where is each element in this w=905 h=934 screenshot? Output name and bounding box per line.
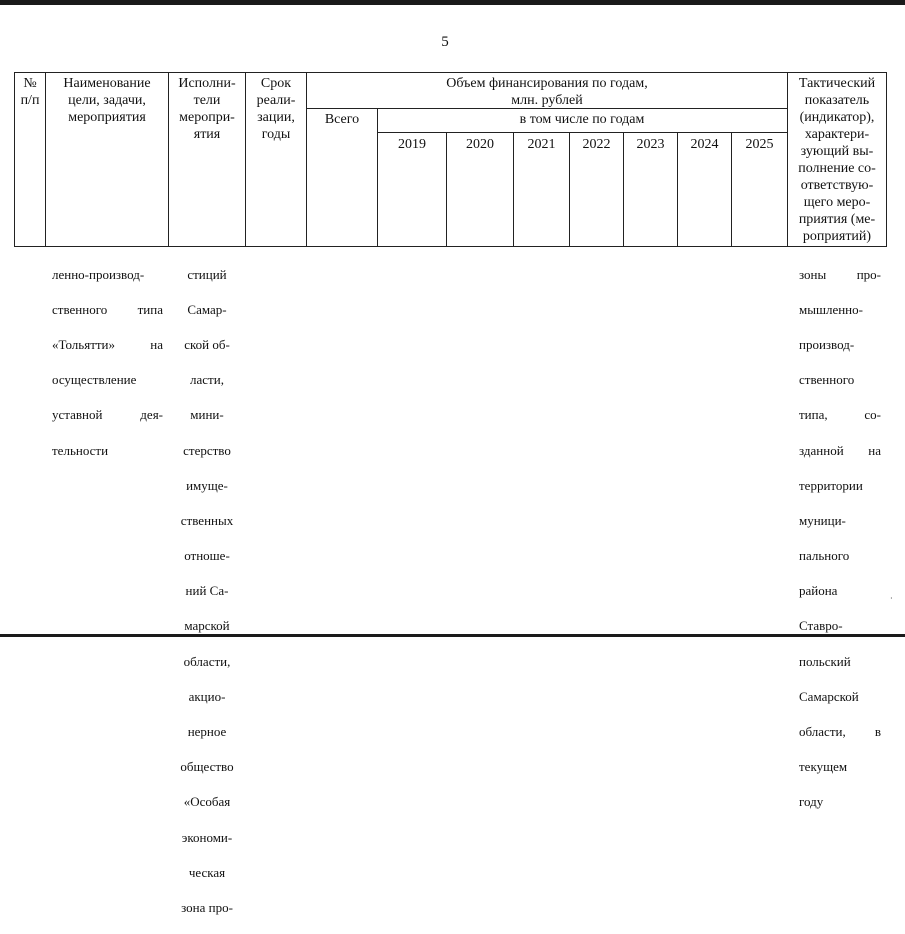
years-subheader-line (377, 132, 787, 133)
bottom-rule (0, 634, 905, 637)
executor-line: нерное (187, 724, 227, 740)
name-line: ленно-производ- (52, 266, 145, 282)
executor-line: «Особая (183, 794, 231, 810)
executor-line: области, (183, 653, 231, 669)
year-header: 2019 (398, 137, 426, 152)
header-by-years: в том числе по годам (519, 112, 645, 127)
indicator-line: мышленно- (799, 301, 863, 317)
executor-line: экономи- (181, 829, 233, 845)
name-line: ственного типа (52, 301, 163, 317)
indicator-line: году (799, 794, 824, 810)
page-number: 5 (441, 34, 449, 50)
header-number: № п/п (20, 76, 40, 108)
row-name-cell (52, 248, 163, 477)
year-header: 2024 (690, 137, 719, 152)
executor-line: Самар- (187, 301, 227, 317)
indicator-line: производ- (799, 336, 855, 352)
row-indicator-cell (799, 248, 881, 829)
indicator-line: района (799, 583, 838, 599)
header-funding: Объем финансирования по годам, млн. рублей (446, 76, 648, 108)
executor-line: отноше- (184, 548, 230, 564)
indicator-line: типа, со- (799, 407, 881, 423)
executor-line: ческая (188, 864, 226, 880)
executor-line: стерство (183, 442, 231, 458)
year-header: 2020 (466, 137, 494, 152)
year-header: 2025 (745, 137, 774, 152)
grid-line-v (377, 108, 378, 247)
executor-line: имуще- (186, 477, 228, 493)
table-top-line (14, 72, 887, 73)
header-indicator: Тактический показатель (индикатор), характери- зующий вы- полнение со- ответствую- щего меро- приятия (ме- роприятий) (798, 76, 876, 244)
name-line: осуществление (52, 372, 137, 388)
header-total: Всего (324, 112, 360, 127)
year-header: 2021 (527, 137, 556, 152)
header-term: Срок реали- зации, годы (256, 76, 296, 142)
indicator-line: текущем (799, 759, 848, 775)
header-executors: Исполни- тели меропри- ятия (178, 76, 236, 142)
indicator-line: зоны про- (799, 266, 881, 282)
executor-line: акцио- (188, 688, 226, 704)
indicator-line: ственного (799, 372, 855, 388)
year-header: 2023 (636, 137, 665, 152)
header-name: Наименование цели, задачи, мероприятия (63, 76, 151, 125)
executor-line: марской (184, 618, 230, 634)
executor-line: зона про- (181, 899, 233, 915)
name-line: «Тольятти» на (52, 336, 163, 352)
indicator-line: зданной на (799, 442, 881, 458)
executor-line: ственных (180, 512, 234, 528)
executor-line: общество (180, 759, 234, 775)
indicator-line: территории (799, 477, 863, 493)
executor-line: ласти, (190, 372, 224, 388)
name-line: тельности (52, 442, 109, 458)
executor-line: ской об- (184, 336, 230, 352)
header-bottom-line (14, 246, 887, 247)
indicator-line: Ставро- (799, 618, 843, 634)
stray-mark: · (890, 594, 893, 603)
indicator-line: пального (799, 548, 850, 564)
executor-line: стиций (187, 266, 227, 282)
name-line: уставной дея- (52, 407, 163, 423)
indicator-line: Самарской (799, 688, 859, 704)
executor-line: ний Са- (185, 583, 229, 599)
indicator-line: польский (799, 653, 851, 669)
year-header: 2022 (582, 137, 611, 152)
row-executors-cell (170, 248, 244, 934)
indicator-line: области, в (799, 724, 881, 740)
indicator-line: муници- (799, 512, 846, 528)
executor-line: мини- (190, 407, 224, 423)
